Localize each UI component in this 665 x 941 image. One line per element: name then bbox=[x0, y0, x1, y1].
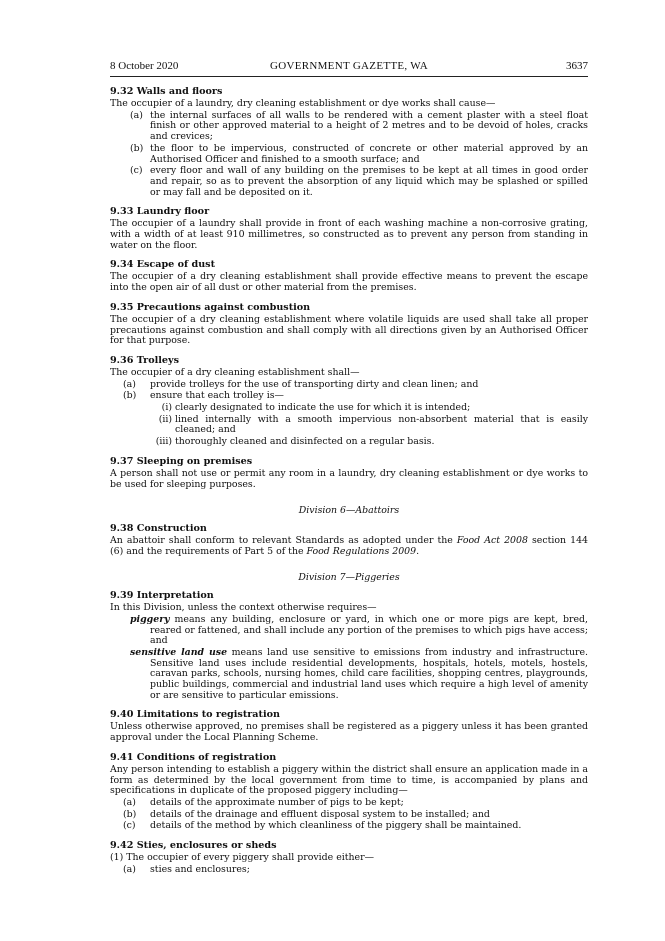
section-intro: (1) The occupier of every piggery shall provide either— bbox=[110, 852, 374, 864]
header-title: GOVERNMENT GAZETTE, WA bbox=[269, 60, 429, 72]
item-label: (a) bbox=[130, 109, 143, 121]
item-text: the internal surfaces of all walls to be rendered with a cement plaster with a steel float finish or other approved material to a height of 2 metres and to be devoid of holes, cracks and crevices; bbox=[150, 109, 588, 143]
definition-text: means land use sensitive to emissions from industry and infrastructure. Sensitive land uses include residential developments, hospitals, hotels, motels, hostels, caravan parks, schools, nursing homes, child care facilities, shopping centres, playgrounds, public buildings, commercial and industrial land uses which require a high level of amenity or are sensitive to particular emissions. bbox=[150, 646, 589, 701]
section-heading-9-38: 9.38 Construction bbox=[110, 522, 207, 534]
sub-item bbox=[110, 415, 588, 436]
section-intro: The occupier of a dry cleaning establishment shall— bbox=[110, 366, 360, 378]
sub-item-text: thoroughly cleaned and disinfected on a regular basis. bbox=[175, 436, 435, 448]
defined-term: sensitive land use bbox=[130, 646, 228, 658]
sub-item-label: (i) bbox=[161, 402, 172, 414]
item-label: (a) bbox=[123, 863, 136, 875]
item-text: sties and enclosures; bbox=[150, 863, 250, 875]
list-item bbox=[110, 111, 588, 143]
section-intro: Any person intending to establish a piggery within the district shall ensure an application made in a form as determined by the local government from time to time, is accompanied by plans and specifications in duplicate of the proposed piggery including— bbox=[110, 763, 588, 797]
act-citation: Food Act 2008 bbox=[456, 534, 528, 546]
sub-item-label: (iii) bbox=[155, 436, 172, 448]
list-item bbox=[110, 144, 588, 165]
sub-item bbox=[110, 403, 588, 414]
section-intro: The occupier of a laundry, dry cleaning establishment or dye works shall cause— bbox=[110, 98, 496, 109]
section-body: A person shall not use or permit any room in a laundry, dry cleaning establishment or dye works to be used for sleeping purposes. bbox=[110, 467, 588, 490]
document-body bbox=[110, 86, 588, 875]
item-text: the floor to be impervious, constructed of concrete or other material approved by an Authorised Officer and finished to a smooth surface; and bbox=[150, 142, 588, 165]
page-header bbox=[110, 60, 588, 80]
list-item bbox=[110, 380, 588, 391]
list-item bbox=[110, 798, 588, 809]
sub-item bbox=[110, 437, 588, 448]
item-text: ensure that each trolley is— bbox=[150, 390, 284, 402]
body-text: . bbox=[416, 545, 420, 557]
sub-item-text: lined internally with a smooth impervious non-absorbent material that is easily cleaned; and bbox=[175, 413, 588, 436]
item-label: (a) bbox=[123, 378, 136, 390]
header-date: 8 October 2020 bbox=[110, 60, 179, 72]
section-heading-9-42: 9.42 Sties, enclosures or sheds bbox=[110, 840, 277, 852]
sub-item-text: clearly designated to indicate the use for which it is intended; bbox=[175, 402, 471, 414]
list-item bbox=[110, 810, 588, 821]
item-text: every floor and wall of any building on the premises to be kept at all times in good order and repair, so as to prevent the absorption of any liquid which may be splashed or spilled or may fall and be deposited on it. bbox=[150, 165, 588, 198]
section-body: Unless otherwise approved, no premises shall be registered as a piggery unless it has been granted approval under the Local Planning Scheme. bbox=[110, 721, 588, 744]
item-label: (c) bbox=[123, 820, 136, 832]
list-item bbox=[110, 865, 588, 876]
definition bbox=[110, 648, 588, 702]
section-body: The occupier of a laundry shall provide in front of each washing machine a non-corrosive grating, with a width of at least 910 millimetres, so constructed as to prevent any person from standing in water on the floor. bbox=[110, 218, 588, 251]
section-body bbox=[110, 536, 588, 557]
defined-term: piggery bbox=[130, 613, 170, 625]
header-rule bbox=[110, 76, 588, 77]
body-text: An abattoir shall conform to relevant Standards as adopted under the bbox=[110, 534, 457, 546]
section-body: The occupier of a dry cleaning establishment where volatile liquids are used shall take all proper precautions against combustion and shall comply with all directions given by an Authorised Officer for that purpose. bbox=[110, 313, 588, 347]
list-item bbox=[110, 821, 588, 832]
body-text: section 144 (6) and the requirements of Part 5 of the bbox=[110, 534, 588, 557]
section-heading-9-40: 9.40 Limitations to registration bbox=[110, 709, 280, 721]
section-heading-9-37: 9.37 Sleeping on premises bbox=[110, 455, 253, 467]
sub-item-label: (ii) bbox=[158, 413, 172, 425]
section-heading-9-36: 9.36 Trolleys bbox=[110, 354, 179, 366]
item-label: (b) bbox=[130, 142, 144, 154]
regulation-citation: Food Regulations 2009 bbox=[306, 545, 417, 557]
section-heading-9-33: 9.33 Laundry floor bbox=[110, 206, 210, 218]
item-text: details of the approximate number of pigs to be kept; bbox=[150, 796, 404, 808]
section-heading-9-32: 9.32 Walls and floors bbox=[110, 86, 223, 97]
section-heading-9-35: 9.35 Precautions against combustion bbox=[110, 301, 311, 313]
header-page-number: 3637 bbox=[566, 60, 588, 72]
definition bbox=[110, 615, 588, 647]
division-heading-6: Division 6—Abattoirs bbox=[298, 505, 400, 517]
division-heading-7: Division 7—Piggeries bbox=[298, 572, 400, 584]
item-text: provide trolleys for the use of transporting dirty and clean linen; and bbox=[150, 378, 479, 390]
item-label: (c) bbox=[130, 165, 143, 177]
item-text: details of the method by which cleanliness of the piggery shall be maintained. bbox=[150, 820, 522, 832]
section-heading-9-39: 9.39 Interpretation bbox=[110, 590, 214, 602]
definition-text: means any building, enclosure or yard, in which one or more pigs are kept, bred, reared or fattened, and shall include any portion of the premises to which pigs have access; and bbox=[150, 613, 588, 647]
list-item bbox=[110, 391, 588, 402]
section-body: The occupier of a dry cleaning establishment shall provide effective means to prevent the escape into the open air of all dust or other material from the premises. bbox=[110, 271, 588, 294]
gazette-page bbox=[110, 60, 588, 875]
section-heading-9-41: 9.41 Conditions of registration bbox=[110, 751, 277, 763]
item-label: (a) bbox=[123, 796, 136, 808]
item-text: details of the drainage and effluent disposal system to be installed; and bbox=[150, 808, 490, 820]
item-label: (b) bbox=[123, 390, 137, 402]
section-heading-9-34: 9.34 Escape of dust bbox=[110, 259, 216, 271]
section-intro: In this Division, unless the context otherwise requires— bbox=[110, 602, 377, 614]
item-label: (b) bbox=[123, 808, 137, 820]
list-item bbox=[110, 166, 588, 198]
